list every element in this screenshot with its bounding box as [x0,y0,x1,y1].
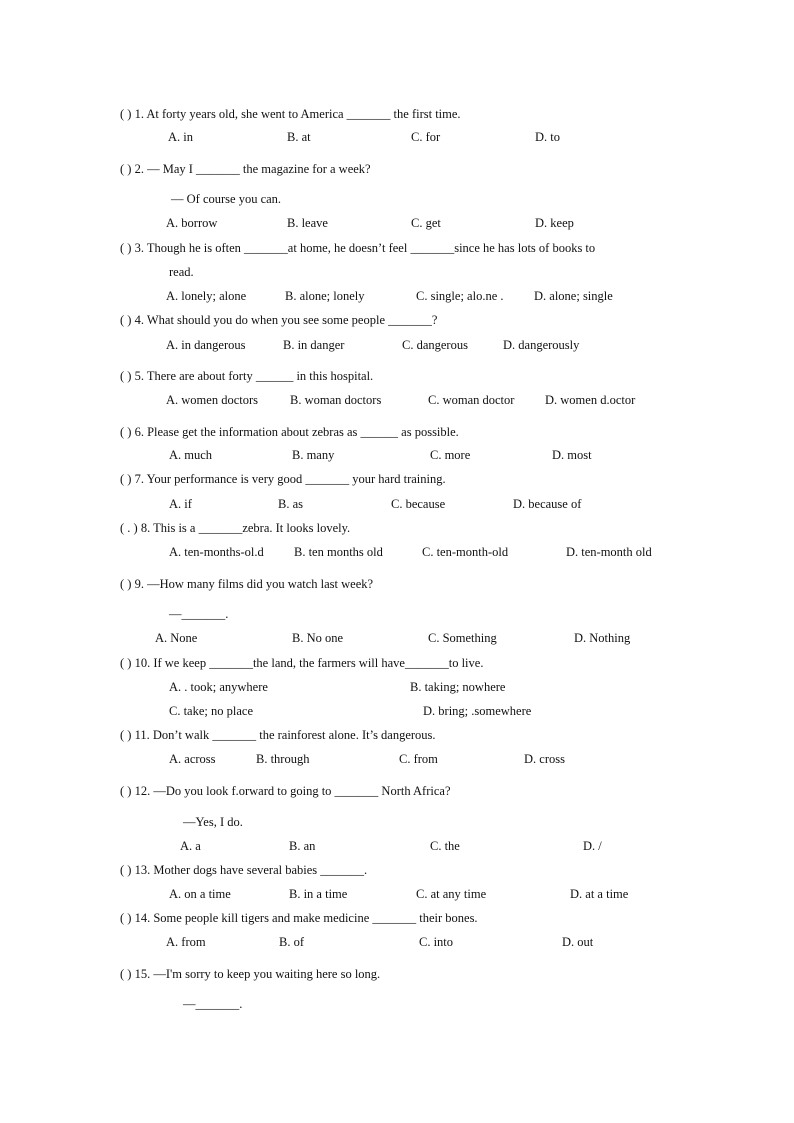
question-4-stem: ( ) 4. What should you do when you see some people _______? [120,313,438,327]
question-1-option: A. in [168,130,193,144]
question-8-option: B. ten months old [294,545,383,559]
question-1-stem: ( ) 1. At forty years old, she went to America _______ the first time. [120,107,461,121]
question-3-stem-cont: read. [169,265,194,279]
question-12-option: A. a [180,839,201,853]
question-2-option: A. borrow [166,216,218,230]
question-9-option: B. No one [292,631,344,645]
question-8-option: D. ten-month old [566,545,652,559]
question-5-stem: ( ) 5. There are about forty ______ in this hospital. [120,369,374,383]
question-15-stem-cont: —_______. [183,997,243,1011]
question-3-option: C. single; alo.ne . [416,289,504,303]
question-1-option: B. at [287,130,311,144]
question-14-option: A. from [166,935,206,949]
question-5-option: C. woman doctor [428,393,515,407]
question-1-option: D. to [535,130,560,144]
question-7-option: A. if [169,497,192,511]
question-3-option: B. alone; lonely [285,289,365,303]
question-9-stem-cont: —_______. [169,607,229,621]
question-1-option: C. for [411,130,441,144]
question-14-option: C. into [419,935,454,949]
question-3-option: A. lonely; alone [166,289,247,303]
question-13-stem: ( ) 13. Mother dogs have several babies _______. [120,863,368,877]
question-6-stem: ( ) 6. Please get the information about zebras as ______ as possible. [120,425,459,439]
question-10-option: D. bring; .somewhere [423,704,532,718]
question-8-stem: ( . ) 8. This is a _______zebra. It looks lovely. [120,521,351,535]
question-4-option: B. in danger [283,338,345,352]
question-14-stem: ( ) 14. Some people kill tigers and make medicine _______ their bones. [120,911,478,925]
question-7-option: D. because of [513,497,582,511]
question-9-stem: ( ) 9. —How many films did you watch last week? [120,577,374,591]
question-8-option: A. ten-months-ol.d [169,545,264,559]
question-12-option: C. the [430,839,460,853]
question-14-option: D. out [562,935,594,949]
question-15-stem: ( ) 15. —I'm sorry to keep you waiting here so long. [120,967,381,981]
question-10-option: B. taking; nowhere [410,680,506,694]
question-2-option: D. keep [535,216,574,230]
question-10-option: A. . took; anywhere [169,680,268,694]
question-13-option: D. at a time [570,887,629,901]
question-7-option: B. as [278,497,303,511]
question-4-option: C. dangerous [402,338,468,352]
question-7-stem: ( ) 7. Your performance is very good _______ your hard training. [120,472,446,486]
question-12-stem-cont: —Yes, I do. [183,815,243,829]
question-9-option: A. None [155,631,198,645]
question-3-option: D. alone; single [534,289,613,303]
question-6-option: B. many [292,448,335,462]
question-13-option: A. on a time [169,887,231,901]
question-7-option: C. because [391,497,446,511]
question-5-option: A. women doctors [166,393,258,407]
question-13-option: C. at any time [416,887,487,901]
question-6-option: C. more [430,448,471,462]
question-6-option: A. much [169,448,213,462]
question-4-option: D. dangerously [503,338,580,352]
question-14-option: B. of [279,935,304,949]
question-4-option: A. in dangerous [166,338,246,352]
question-11-option: C. from [399,752,438,766]
question-11-stem: ( ) 11. Don’t walk _______ the rainforest alone. It’s dangerous. [120,728,436,742]
question-13-option: B. in a time [289,887,348,901]
question-12-stem: ( ) 12. —Do you look f.orward to going to _______ North Africa? [120,784,451,798]
question-12-option: B. an [289,839,316,853]
question-6-option: D. most [552,448,592,462]
question-2-option: B. leave [287,216,328,230]
question-3-stem: ( ) 3. Though he is often _______at home, he doesn’t feel _______since he has lots of books to [120,241,596,255]
question-8-option: C. ten-month-old [422,545,509,559]
question-11-option: A. across [169,752,216,766]
question-5-option: D. women d.octor [545,393,636,407]
question-11-option: D. cross [524,752,565,766]
question-2-option: C. get [411,216,441,230]
question-11-option: B. through [256,752,310,766]
question-5-option: B. woman doctors [290,393,382,407]
question-10-stem: ( ) 10. If we keep _______the land, the farmers will have_______to live. [120,656,484,670]
question-9-option: C. Something [428,631,497,645]
question-2-stem: ( ) 2. — May I _______ the magazine for a week? [120,162,371,176]
question-12-option: D. / [583,839,602,853]
question-9-option: D. Nothing [574,631,631,645]
question-10-option: C. take; no place [169,704,253,718]
question-2-stem-cont: — Of course you can. [171,192,282,206]
